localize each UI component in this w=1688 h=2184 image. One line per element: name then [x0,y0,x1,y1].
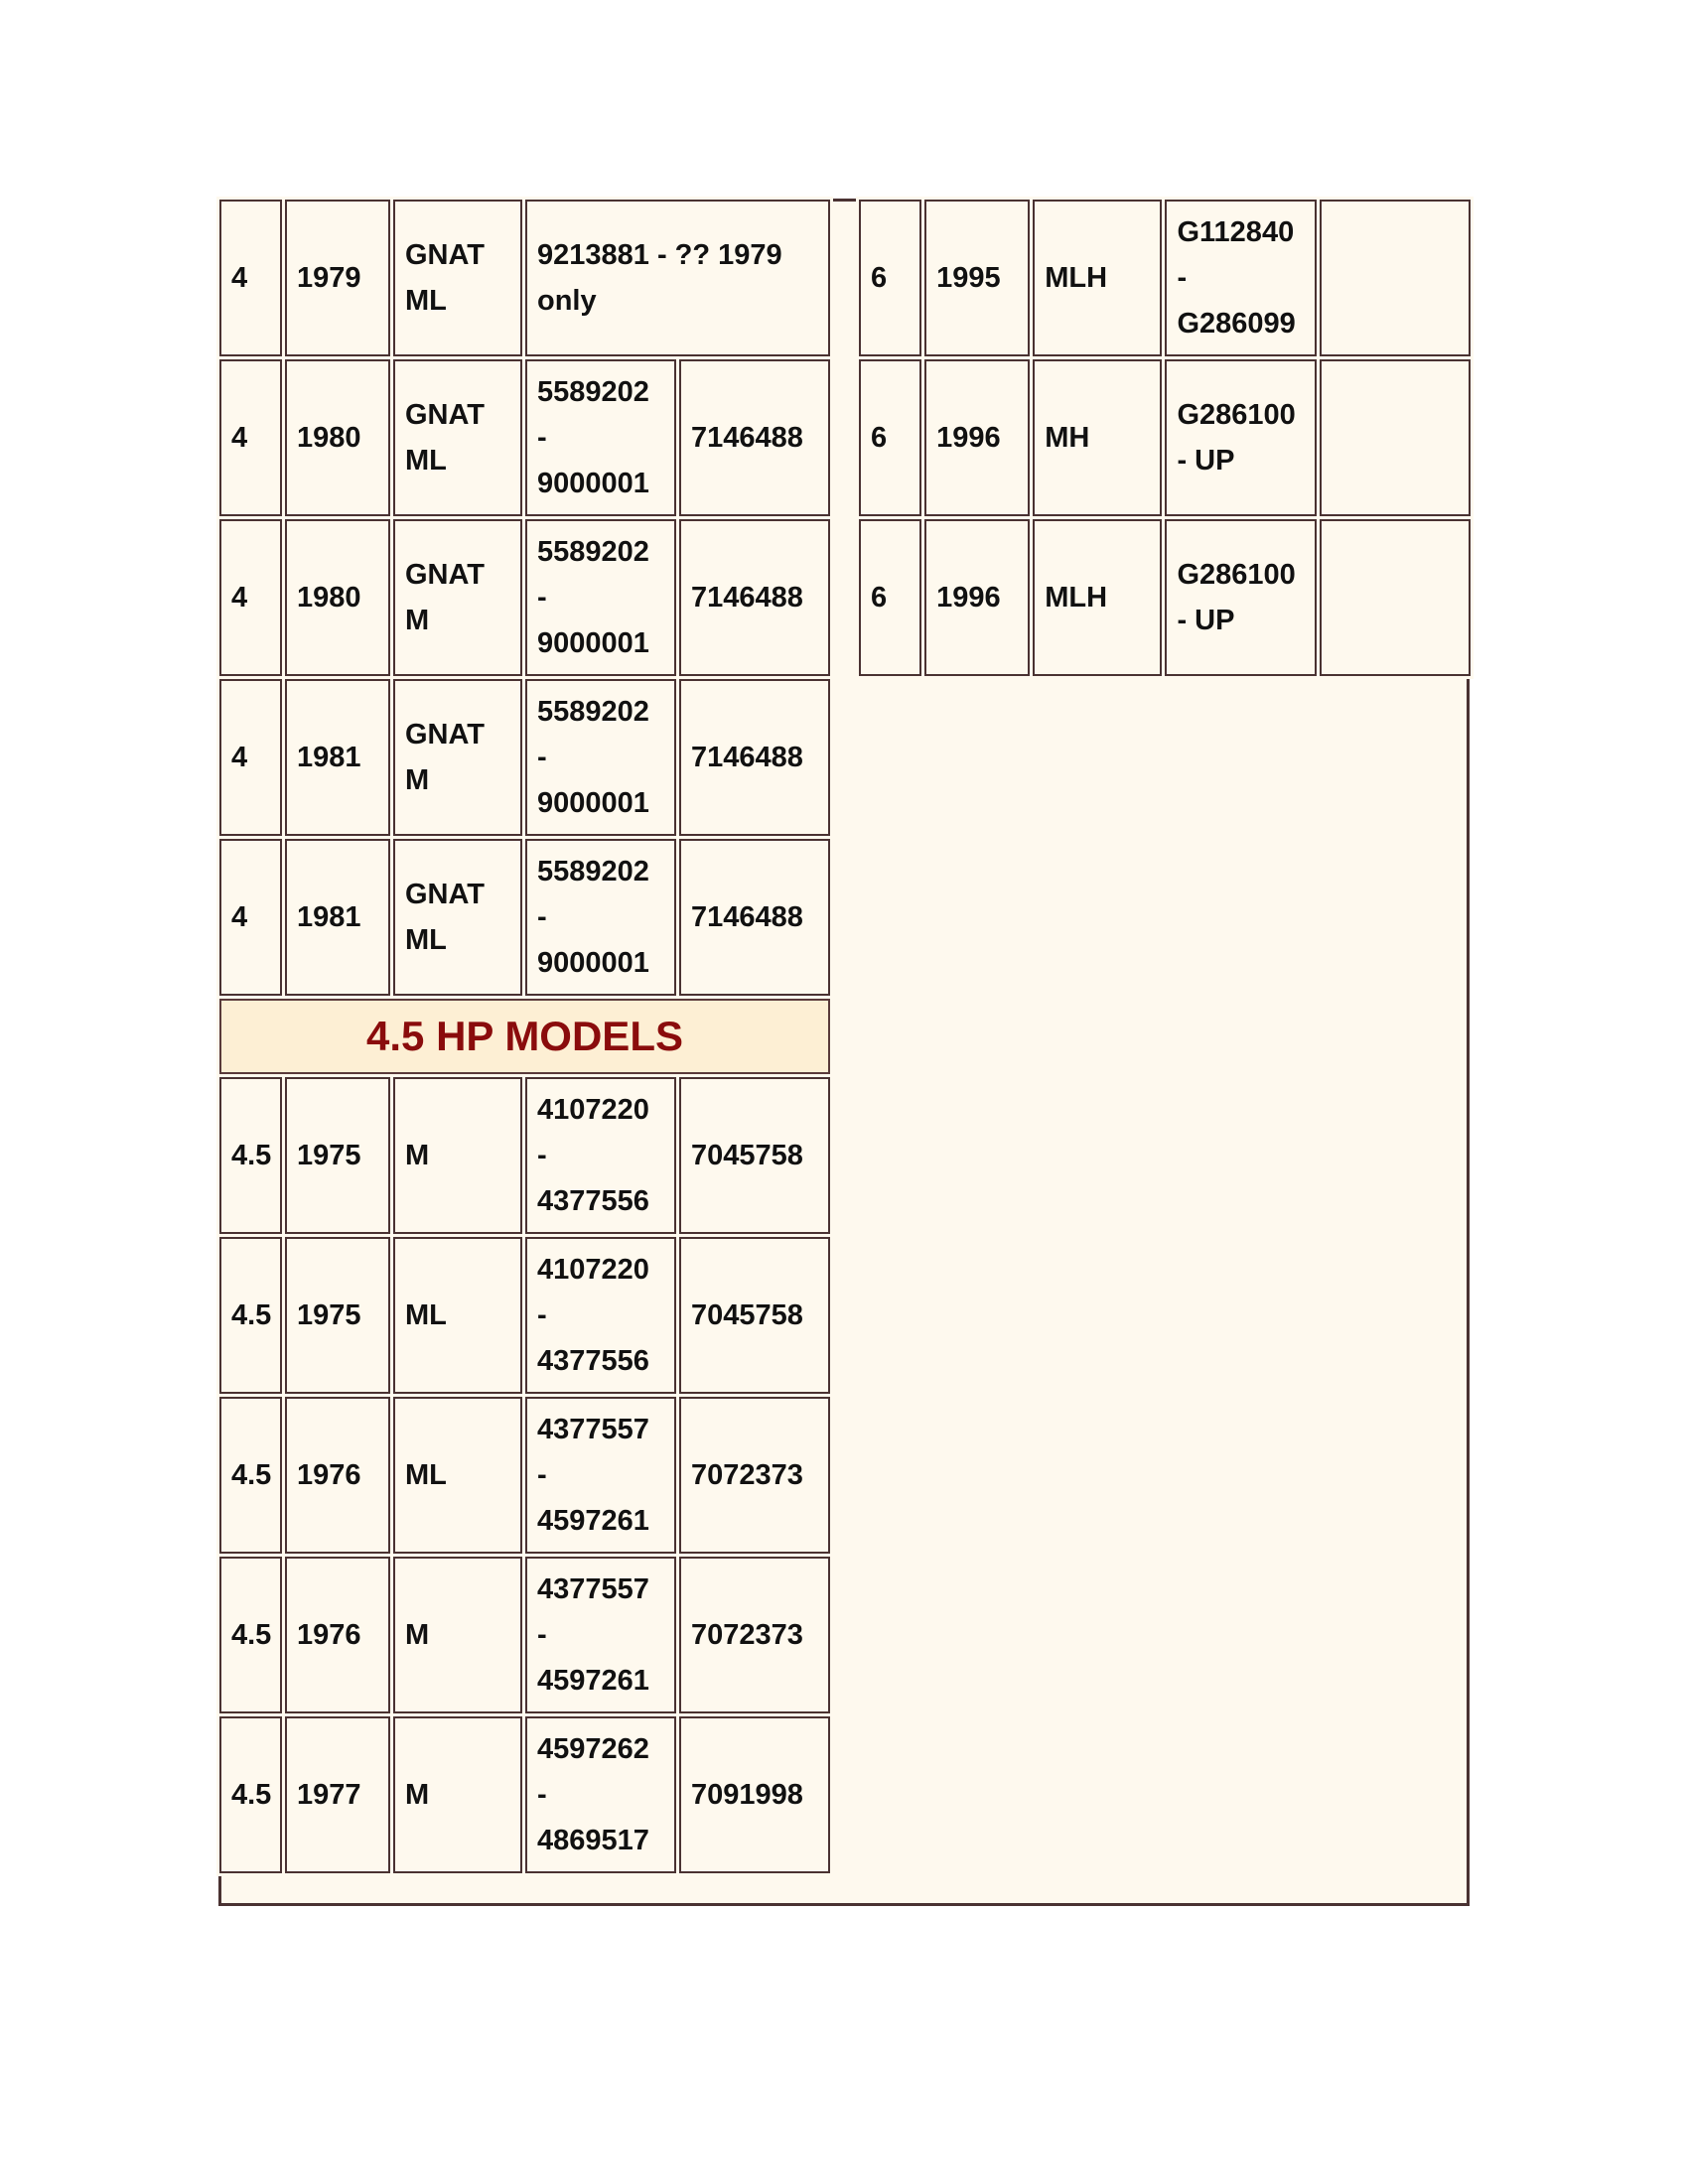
table-row [219,839,830,996]
part-number-cell: 7146488 [679,839,830,996]
serial-range-cell: 4377557 - 4597261 [525,1397,676,1554]
part-number-cell: 7146488 [679,359,830,516]
year-cell: 1996 [924,519,1030,676]
table-row [859,519,1471,676]
year-cell: 1981 [285,839,390,996]
model-cell: GNAT ML [393,839,522,996]
year-cell: 1977 [285,1716,390,1873]
serial-range-cell: 5589202 - 9000001 [525,839,676,996]
model-cell: MLH [1033,200,1162,356]
year-cell: 1976 [285,1557,390,1713]
table-row [219,359,830,516]
year-cell: 1975 [285,1077,390,1234]
serial-range-cell: 5589202 - 9000001 [525,519,676,676]
year-cell: 1980 [285,359,390,516]
hp-cell: 4 [219,679,282,836]
table-row [219,679,830,836]
table-row [219,519,830,676]
hp-cell: 6 [859,519,921,676]
left-parts-table [216,197,833,1876]
model-cell: ML [393,1237,522,1394]
model-cell: MLH [1033,519,1162,676]
model-cell: ML [393,1397,522,1554]
model-cell: GNAT ML [393,359,522,516]
model-cell: MH [1033,359,1162,516]
year-cell: 1980 [285,519,390,676]
serial-range-cell: 5589202 - 9000001 [525,679,676,836]
hp-cell: 4.5 [219,1237,282,1394]
serial-range-cell: 4107220 - 4377556 [525,1237,676,1394]
hp-cell: 4 [219,359,282,516]
serial-range-cell: G112840 - G286099 [1165,200,1316,356]
table-row [219,1237,830,1394]
model-cell: M [393,1077,522,1234]
serial-range-cell: 4377557 - 4597261 [525,1557,676,1713]
table-row [859,200,1471,356]
part-number-cell: 7091998 [679,1716,830,1873]
hp-cell: 6 [859,359,921,516]
part-number-cell: 7072373 [679,1397,830,1554]
hp-cell: 4 [219,839,282,996]
part-number-cell [1320,519,1471,676]
serial-range-cell: 9213881 - ?? 1979 only [525,200,830,356]
model-cell: GNAT M [393,519,522,676]
year-cell: 1981 [285,679,390,836]
table-row [219,1557,830,1713]
section-row [219,999,830,1074]
hp-cell: 4 [219,519,282,676]
year-cell: 1995 [924,200,1030,356]
table-row [219,1716,830,1873]
table-row [859,359,1471,516]
hp-cell: 4.5 [219,1077,282,1234]
hp-cell: 4.5 [219,1557,282,1713]
model-cell: M [393,1716,522,1873]
part-number-cell: 7072373 [679,1557,830,1713]
year-cell: 1979 [285,200,390,356]
model-cell: GNAT M [393,679,522,836]
serial-range-cell: 4597262 - 4869517 [525,1716,676,1873]
hp-cell: 4.5 [219,1716,282,1873]
table-row [219,1397,830,1554]
year-cell: 1996 [924,359,1030,516]
part-number-cell: 7146488 [679,679,830,836]
year-cell: 1976 [285,1397,390,1554]
hp-cell: 4.5 [219,1397,282,1554]
part-number-cell [1320,200,1471,356]
year-cell: 1975 [285,1237,390,1394]
part-number-cell: 7146488 [679,519,830,676]
part-number-cell [1320,359,1471,516]
table-row [219,1077,830,1234]
hp-cell: 4 [219,200,282,356]
model-cell: M [393,1557,522,1713]
part-number-cell: 7045758 [679,1237,830,1394]
serial-range-cell: 4107220 - 4377556 [525,1077,676,1234]
serial-range-cell: 5589202 - 9000001 [525,359,676,516]
serial-range-cell: G286100 - UP [1165,519,1316,676]
hp-cell: 6 [859,200,921,356]
model-cell: GNAT ML [393,200,522,356]
right-parts-table [856,197,1474,679]
section-heading: 4.5 HP MODELS [219,999,830,1074]
part-number-cell: 7045758 [679,1077,830,1234]
serial-range-cell: G286100 - UP [1165,359,1316,516]
table-row [219,200,830,356]
